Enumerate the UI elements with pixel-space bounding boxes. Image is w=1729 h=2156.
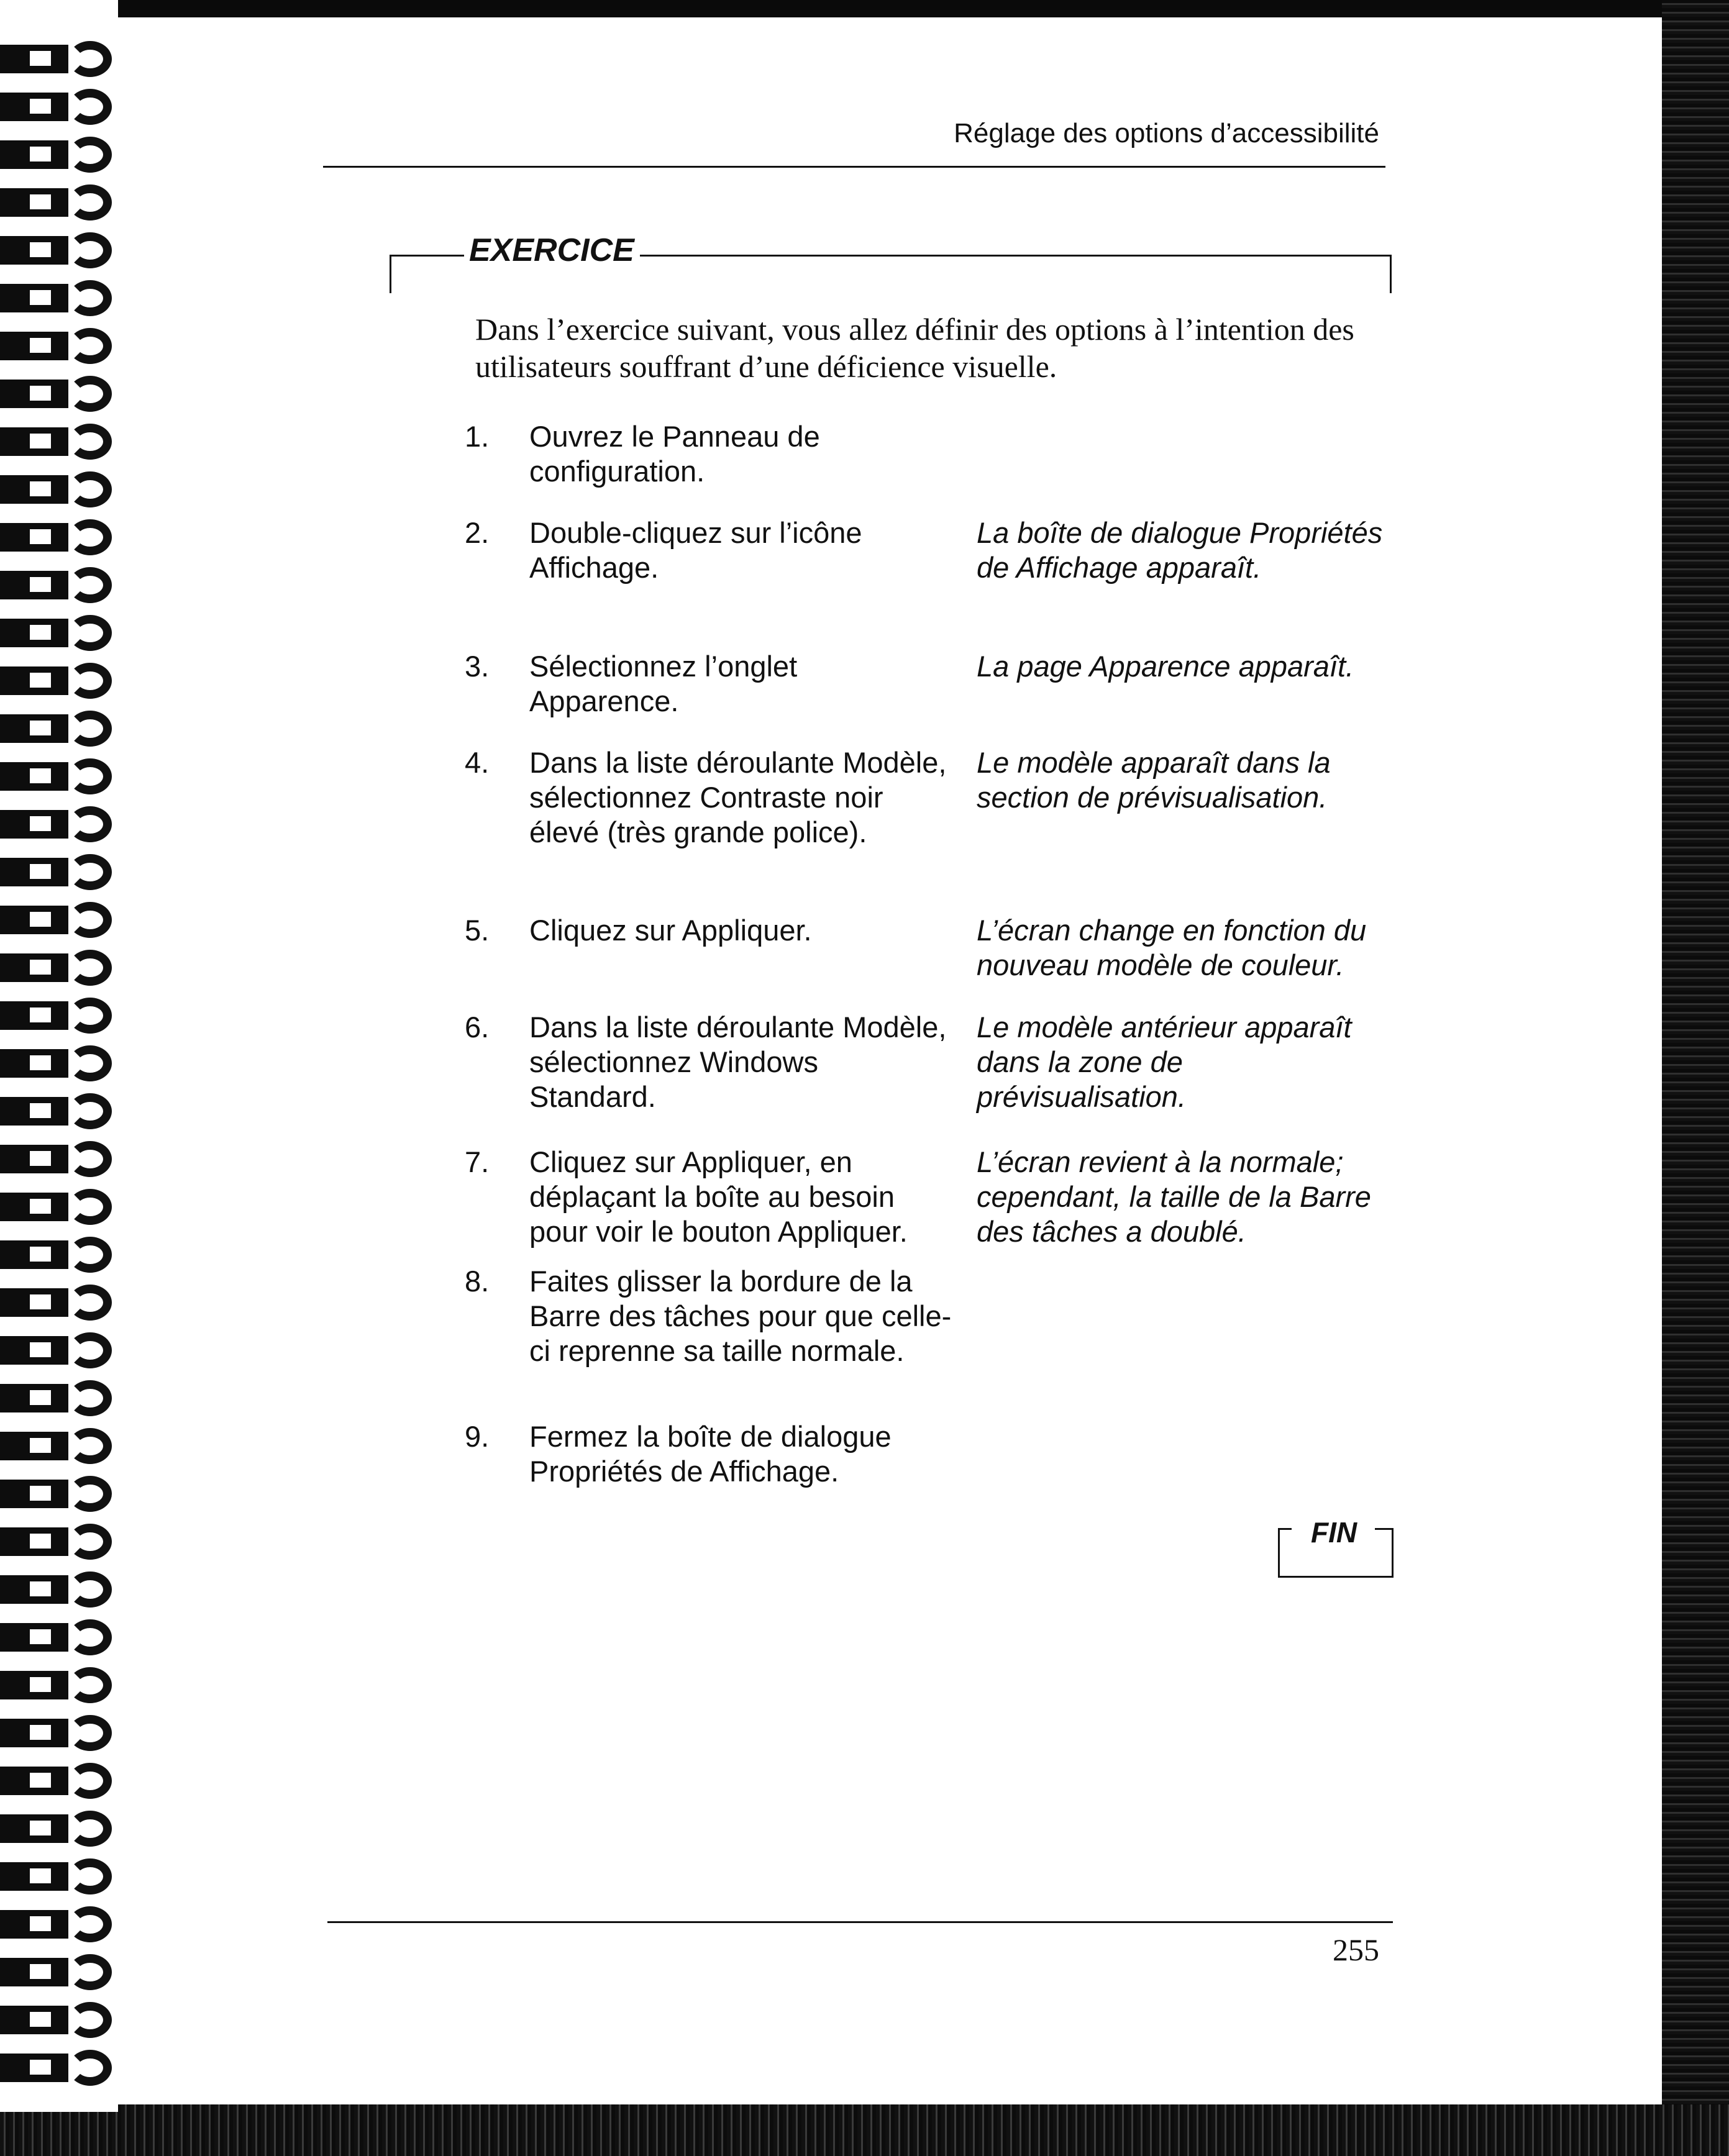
spiral-ring-coil [68, 854, 112, 890]
spiral-ring [0, 1472, 118, 1521]
spiral-ring [0, 1855, 118, 1903]
step-action: Cliquez sur Appliquer. [529, 914, 812, 947]
spiral-ring-coil [68, 1811, 112, 1847]
header-rule [323, 166, 1385, 168]
spiral-ring [0, 1233, 118, 1281]
spiral-ring [0, 1903, 118, 1951]
spiral-ring-coil [68, 1906, 112, 1942]
end-marker-label: FIN [1311, 1516, 1357, 1549]
spiral-ring-tab [0, 1767, 68, 1795]
end-marker-line [1278, 1528, 1292, 1530]
step-action: Ouvrez le Panneau de configuration. [529, 420, 820, 488]
spiral-ring-coil [68, 328, 112, 364]
step-result: L’écran change en fonction du nouveau modèle de couleur. [977, 914, 1367, 981]
spiral-ring-coil [68, 1763, 112, 1799]
step-number: 7. [465, 1145, 490, 1178]
spiral-ring [0, 1089, 118, 1138]
spiral-ring-coil [68, 89, 112, 125]
spiral-ring-coil [68, 1428, 112, 1464]
step-action: Dans la liste déroulante Modèle, sélectionnez Windows Standard. [529, 1011, 947, 1113]
running-head: Réglage des options d’accessibilité [954, 118, 1379, 148]
spiral-ring [0, 1137, 118, 1186]
spiral-ring-coil [68, 615, 112, 651]
spiral-binding [0, 0, 118, 2112]
scan-edge-right [1662, 0, 1729, 2156]
exercise-title: EXERCICE [469, 232, 634, 268]
spiral-ring-tab [0, 1671, 68, 1699]
step-result: La page Apparence apparaît. [977, 650, 1354, 683]
spiral-ring [0, 1185, 118, 1234]
spiral-ring-coil [68, 902, 112, 938]
spiral-ring [0, 1807, 118, 1855]
step-number: 4. [465, 746, 490, 779]
spiral-ring [0, 229, 118, 277]
step-action: Cliquez sur Appliquer, en déplaçant la boîte au besoin pour voir le bouton Appliquer. [529, 1145, 908, 1248]
step-result: Le modèle apparaît dans la section de prévisualisation. [977, 746, 1331, 814]
spiral-ring-coil [68, 471, 112, 507]
spiral-ring [0, 1759, 118, 1808]
step-number: 9. [465, 1420, 490, 1453]
spiral-ring [0, 324, 118, 373]
spiral-ring-tab [0, 810, 68, 839]
spiral-ring-tab [0, 1814, 68, 1843]
spiral-ring-tab [0, 1527, 68, 1556]
spiral-ring-coil [68, 137, 112, 173]
spiral-ring [0, 1281, 118, 1329]
spiral-ring [0, 563, 118, 612]
spiral-ring-tab [0, 1910, 68, 1939]
spiral-ring [0, 181, 118, 229]
spiral-ring [0, 1424, 118, 1473]
footer-rule [327, 1921, 1393, 1923]
spiral-ring [0, 803, 118, 851]
exercise-frame-corner-right [1390, 255, 1392, 293]
spiral-ring-tab [0, 45, 68, 73]
spiral-ring-coil [68, 758, 112, 794]
spiral-ring [0, 611, 118, 660]
page-number: 255 [1333, 1932, 1379, 1967]
spiral-ring-coil [68, 1572, 112, 1608]
spiral-ring [0, 133, 118, 181]
spiral-ring-coil [68, 1380, 112, 1416]
spiral-ring [0, 1616, 118, 1664]
spiral-ring-coil [68, 1524, 112, 1560]
spiral-ring [0, 994, 118, 1042]
spiral-ring [0, 1568, 118, 1616]
spiral-ring-coil [68, 424, 112, 460]
spiral-ring [0, 276, 118, 325]
spiral-ring-tab [0, 475, 68, 504]
step-action: Faites glisser la bordure de la Barre des tâches pour que celle-ci reprenne sa taille normale. [529, 1265, 952, 1367]
step-number: 3. [465, 650, 490, 683]
spiral-ring [0, 1663, 118, 1712]
spiral-ring-tab [0, 1145, 68, 1173]
spiral-ring [0, 1711, 118, 1760]
spiral-ring-tab [0, 858, 68, 886]
spiral-ring-tab [0, 714, 68, 743]
spiral-ring-coil [68, 1093, 112, 1129]
step-action: Dans la liste déroulante Modèle, sélectionnez Contraste noir élevé (très grande police). [529, 746, 947, 848]
step-result: L’écran revient à la normale; cependant, la taille de la Barre des tâches a doublé. [977, 1145, 1371, 1248]
spiral-ring-coil [68, 2050, 112, 2086]
spiral-ring-tab [0, 284, 68, 312]
spiral-ring [0, 1520, 118, 1568]
spiral-ring-coil [68, 232, 112, 268]
spiral-ring [0, 2046, 118, 2095]
spiral-ring [0, 1329, 118, 1377]
spiral-ring-tab [0, 1097, 68, 1126]
spiral-ring-coil [68, 376, 112, 412]
step-number: 8. [465, 1265, 490, 1298]
step-action: Sélectionnez l’onglet Apparence. [529, 650, 798, 717]
spiral-ring-coil [68, 2002, 112, 2038]
spiral-ring [0, 1998, 118, 2047]
spiral-ring [0, 1376, 118, 1425]
spiral-ring-coil [68, 1189, 112, 1225]
spiral-ring-tab [0, 427, 68, 456]
spiral-ring-tab [0, 380, 68, 408]
exercise-frame-line [640, 255, 1392, 257]
exercise-frame-corner-left [390, 255, 391, 293]
spiral-ring-tab [0, 762, 68, 791]
step-number: 1. [465, 420, 490, 453]
spiral-ring-tab [0, 1719, 68, 1747]
spiral-ring-coil [68, 1285, 112, 1321]
spiral-ring-tab [0, 906, 68, 934]
spiral-ring [0, 755, 118, 803]
spiral-ring-coil [68, 184, 112, 221]
step-number: 5. [465, 914, 490, 947]
spiral-ring [0, 37, 118, 86]
step-result: La boîte de dialogue Propriétés de Affichage apparaît. [977, 516, 1383, 584]
spiral-ring-tab [0, 1288, 68, 1317]
spiral-ring-coil [68, 1858, 112, 1894]
spiral-ring-tab [0, 1193, 68, 1221]
spiral-ring-tab [0, 1001, 68, 1030]
spiral-ring [0, 372, 118, 421]
spiral-ring-tab [0, 666, 68, 695]
spiral-ring-tab [0, 619, 68, 647]
step-action: Double-cliquez sur l’icône Affichage. [529, 516, 862, 584]
spiral-ring [0, 420, 118, 468]
spiral-ring [0, 85, 118, 134]
spiral-ring [0, 468, 118, 516]
spiral-ring-coil [68, 806, 112, 842]
spiral-ring-coil [68, 1332, 112, 1368]
spiral-ring [0, 659, 118, 707]
spiral-ring-coil [68, 950, 112, 986]
spiral-ring-tab [0, 1384, 68, 1412]
spiral-ring-coil [68, 1667, 112, 1703]
spiral-ring-tab [0, 1336, 68, 1365]
spiral-ring [0, 1042, 118, 1090]
spiral-ring-tab [0, 1623, 68, 1652]
spiral-ring-coil [68, 1619, 112, 1655]
exercise-frame-line [390, 255, 464, 257]
spiral-ring [0, 898, 118, 947]
exercise-intro: Dans l’exercice suivant, vous allez définir des options à l’intention des utilisateurs souffrant d’une déficience visuelle. [475, 312, 1354, 384]
step-number: 6. [465, 1011, 490, 1044]
spiral-ring-coil [68, 1954, 112, 1990]
end-marker-line [1375, 1528, 1394, 1530]
spiral-ring-tab [0, 523, 68, 552]
spiral-ring-tab [0, 2006, 68, 2034]
spiral-ring-tab [0, 1958, 68, 1986]
spiral-ring-tab [0, 332, 68, 360]
spiral-ring-coil [68, 1476, 112, 1512]
spiral-ring [0, 1950, 118, 1999]
spiral-ring [0, 516, 118, 564]
spiral-ring-tab [0, 1575, 68, 1604]
spiral-ring-tab [0, 1862, 68, 1891]
step-result: Le modèle antérieur apparaît dans la zone de prévisualisation. [977, 1011, 1352, 1113]
spiral-ring-coil [68, 998, 112, 1034]
spiral-ring [0, 946, 118, 994]
spiral-ring-coil [68, 711, 112, 747]
spiral-ring-coil [68, 1045, 112, 1081]
step-action: Fermez la boîte de dialogue Propriétés de Affichage. [529, 1420, 892, 1488]
spiral-ring [0, 707, 118, 755]
spiral-ring-tab [0, 188, 68, 217]
spiral-ring-tab [0, 236, 68, 265]
step-number: 2. [465, 516, 490, 549]
spiral-ring-tab [0, 953, 68, 982]
spiral-ring-coil [68, 1141, 112, 1177]
spiral-ring-tab [0, 1049, 68, 1078]
spiral-ring-tab [0, 2054, 68, 2082]
spiral-ring-tab [0, 1240, 68, 1269]
spiral-ring-tab [0, 571, 68, 599]
spiral-ring-tab [0, 1480, 68, 1508]
spiral-ring-coil [68, 567, 112, 603]
spiral-ring-coil [68, 280, 112, 316]
spiral-ring-coil [68, 1237, 112, 1273]
spiral-ring-coil [68, 519, 112, 555]
spiral-ring-tab [0, 140, 68, 169]
scan-edge-bottom [0, 2104, 1729, 2156]
spiral-ring-coil [68, 663, 112, 699]
spiral-ring-tab [0, 93, 68, 121]
spiral-ring-tab [0, 1432, 68, 1460]
spiral-ring-coil [68, 1715, 112, 1751]
spiral-ring-coil [68, 41, 112, 77]
spiral-ring [0, 850, 118, 899]
